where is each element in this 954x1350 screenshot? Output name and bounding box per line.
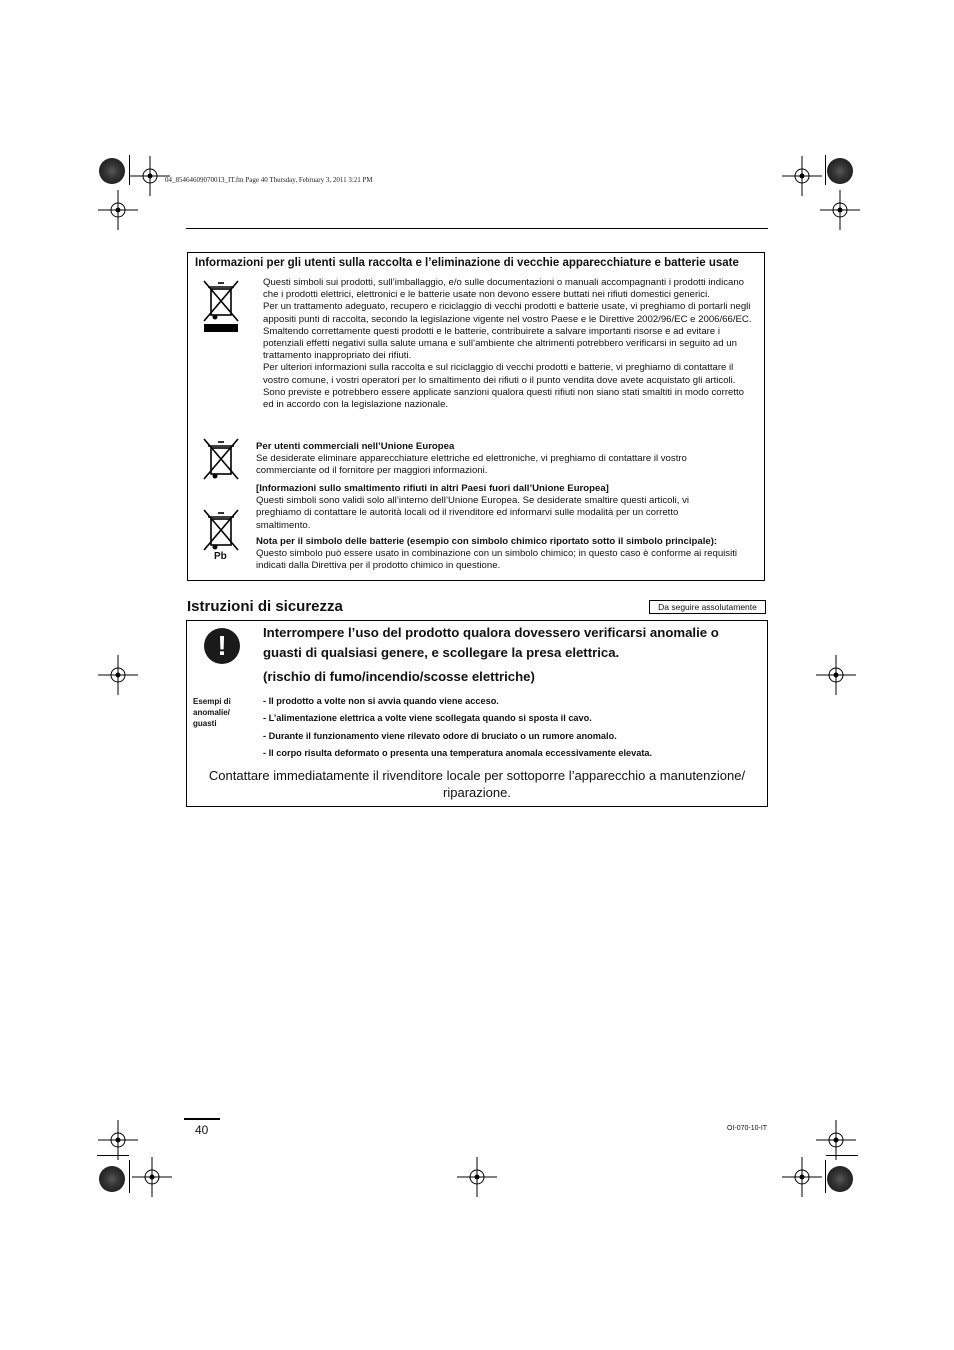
crossed-out-bin-pb-icon — [200, 507, 242, 553]
crosshair-mark — [98, 190, 138, 230]
battery-note-title: Nota per il simbolo delle batterie (esempio con simbolo chimico riportato sotto il simbolo principale): — [256, 536, 718, 547]
page-number-rule — [184, 1118, 220, 1120]
pb-label: Pb — [214, 551, 227, 562]
eu-business-title: Per utenti commerciali nell’Unione Europea — [256, 441, 455, 452]
disposal-paragraph: Per ulteriori informazioni sulla raccolta e sul riciclaggio di vecchi prodotti e batterie, vi preghiamo di contattare il vostro comune, i vostri operatori per lo smaltimento dei rifiuti o il punto vendita dove avete acquistato gli articoli. Sono previste e potrebbero essere applicate sanzioni qualora questi rifiuti non siano stati smaltiti in modo corretto ed in accordo con la legislazione nazionale. — [263, 362, 745, 411]
registration-dot — [99, 158, 125, 184]
anomaly-examples-list — [263, 694, 652, 764]
file-header: 04_85464609070013_IT.fm Page 40 Thursday, February 3, 2011 3:21 PM — [165, 176, 373, 184]
list-item: - Il prodotto a volte non si avvia quando viene acceso. — [263, 696, 499, 706]
disposal-paragraph: Questi simboli sui prodotti, sull’imballaggio, e/o sulle documentazioni o manuali accompagnanti i prodotti indicano che i prodotti elettrici, elettronici e le batterie usate non devono essere buttati nei rifiuti domestici generici. — [263, 277, 745, 301]
battery-note-text: Questo simbolo può essere usato in combinazione con un simbolo chimico; in questo caso è conforme ai requisiti indicati dalla Direttiva per il prodotto chimico in questione. — [256, 548, 738, 572]
crosshair-mark — [816, 655, 856, 695]
non-eu-text: Questi simboli sono validi solo all’interno dell’Unione Europea. Se desiderate smaltire questi articoli, vi preghiamo di contattare le autorità locali od il rivenditore ed informarvi sulle modalità per un corretto smaltimento. — [256, 495, 690, 531]
registration-dot — [99, 1166, 125, 1192]
disposal-paragraph: Per un trattamento adeguato, recupero e riciclaggio di vecchi prodotti e batterie usate, vi preghiamo di portarli negli appositi punti di raccolta, secondo la legislazione vigente nel vostro Paese e le Direttive 2002/96/EC e 2006/66/EC. — [263, 301, 752, 325]
crop-line — [825, 1160, 826, 1193]
crosshair-mark — [98, 1120, 138, 1160]
mandatory-badge: Da seguire assolutamente — [649, 600, 766, 614]
crop-line — [129, 1160, 130, 1193]
crop-line — [826, 1155, 858, 1156]
document-code: OI-070-10-IT — [727, 1125, 768, 1132]
registration-dot — [827, 158, 853, 184]
eu-business-text: Se desiderate eliminare apparecchiature elettriche ed elettroniche, vi preghiamo di contattare il vostro commerciante od il fornitore per maggiori informazioni. — [256, 453, 687, 477]
exclamation-mark-icon: ! — [204, 628, 240, 664]
list-item: - Durante il funzionamento viene rilevato odore di bruciato o un rumore anomalo. — [263, 730, 617, 741]
disposal-paragraphs — [263, 277, 755, 411]
eu-business-block — [256, 441, 746, 478]
disposal-paragraph: Smaltendo correttamente questi prodotti e le batterie, contribuirete a salvare importanti risorse e ad evitare i potenziali effetti negativi sulla salute umana e sull’ambiente che altrimenti potrebbero verificarsi in seguito ad un trattamento inappropriato dei rifiuti. — [263, 325, 737, 362]
contact-dealer-note: Contattare immediatamente il rivenditore locale per sottoporre l’apparecchio a manutenzione/ riparazione. — [208, 768, 746, 800]
list-item: - Il corpo risulta deformato o presenta una temperatura anomala eccessivamente elevata. — [263, 748, 653, 759]
page-number: 40 — [195, 1123, 209, 1137]
crosshair-mark — [782, 1157, 822, 1197]
crosshair-mark — [782, 156, 822, 196]
risk-note: (rischio di fumo/incendio/scosse elettriche) — [263, 669, 535, 684]
crosshair-mark — [816, 1120, 856, 1160]
crosshair-mark — [820, 190, 860, 230]
battery-note-block — [256, 536, 756, 573]
header-rule — [186, 228, 768, 229]
registration-dot — [827, 1166, 853, 1192]
crosshair-mark — [457, 1157, 497, 1197]
crossed-out-bin-with-bar-icon — [200, 277, 242, 335]
crop-line — [129, 155, 130, 185]
non-eu-title: [Informazioni sullo smaltimento rifiuti in altri Paesi fuori dall’Unione Europea] — [256, 483, 609, 494]
warning-heading: Interrompere l’uso del prodotto qualora dovessero verificarsi anomalie o guasti di qualsiasi genere, e scollegare la presa elettrica. — [263, 625, 719, 660]
crop-line — [97, 1155, 129, 1156]
list-item: - L’alimentazione elettrica a volte viene scollegata quando si sposta il cavo. — [263, 713, 592, 724]
crosshair-mark — [132, 1157, 172, 1197]
examples-label: Esempi di anomalie/ guasti — [193, 697, 231, 728]
crossed-out-bin-icon — [200, 436, 242, 482]
crop-line — [825, 155, 826, 185]
section-title: Istruzioni di sicurezza — [187, 598, 343, 615]
non-eu-block — [256, 483, 716, 532]
disposal-title: Informazioni per gli utenti sulla raccolta e l’eliminazione di vecchie apparecchiature e batterie usate — [195, 257, 739, 269]
crosshair-mark — [98, 655, 138, 695]
